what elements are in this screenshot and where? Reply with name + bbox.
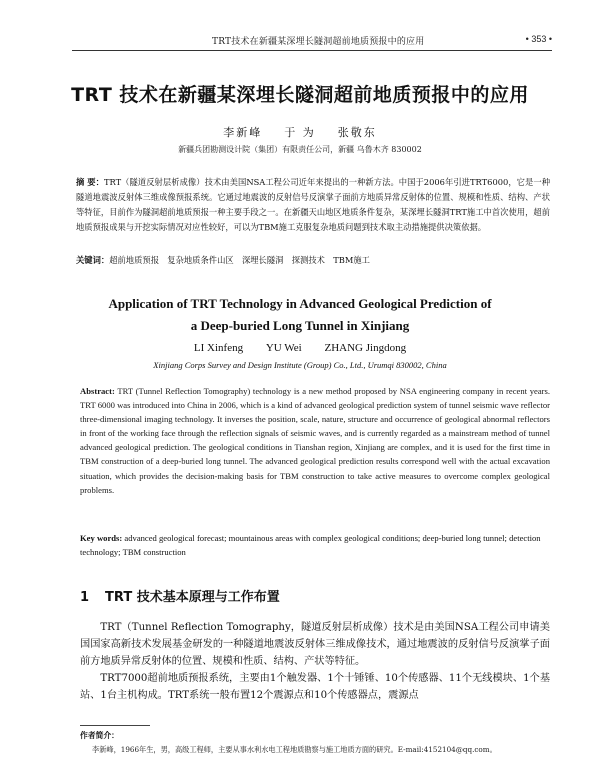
running-header: [72, 34, 552, 48]
english-abstract: [80, 384, 550, 497]
abstract-label: 摘 要：: [76, 177, 104, 187]
en-author-1: LI Xinfeng: [193, 342, 244, 354]
en-keywords-text: advanced geological forecast; mountainous areas with complex geological conditions; deep-buried long tunnel; detection technology; TBM construction: [80, 533, 541, 557]
footnote-label: 作者简介：: [80, 731, 119, 740]
section-number: 1: [80, 590, 90, 605]
en-author-3: ZHANG Jingdong: [324, 342, 407, 354]
header-rule: [72, 50, 552, 51]
english-authors: [0, 342, 600, 354]
en-abstract-text: TRT (Tunnel Reflection Tomography) technology is a new method proposed by NSA engineering company in recent years. TRT 6000 was introduced into China in 2006, which is a kind of advanced geological prediction system of tunnel seismic wave reflector three-dimensional imaging technology. It inverses the position, scale, nature, structure and occurrence of geological abnormal reflectors in front of the working face through the reflection signals of seismic waves, and is currently regarded as a mainstream method of tunnel advanced geological prediction. The geological conditions in Tianshan region, Xinjiang are complex, and it is used for the first time in TBM construction of a deep-buried long tunnel. The advanced geological prediction results correspond well with the actual excavation situation, which provides the decision-making basis for TBM construction to take active measures to overcome complex geological problems.: [80, 386, 550, 495]
keywords-label: 关键词：: [76, 255, 110, 265]
author-1: 李新峰: [223, 126, 263, 139]
en-abstract-label: Abstract:: [80, 386, 115, 396]
chinese-keywords: [76, 253, 550, 267]
author-3: 张敬东: [337, 126, 377, 139]
footnote-text: 李新峰，1966年生，男，高级工程师，主要从事水利水电工程地质勘察与施工地质方面的研究。E-mail:4152104@qq.com。: [92, 745, 497, 754]
abstract-text: TRT（隧道反射层析成像）技术由美国NSA工程公司近年来提出的一种新方法。中国于2006年引进TRT6000，它是一种隧道地震波反射体三维成像预报系统。它通过地震波的反射信号反演掌子面前方地质异常反射体的位置、规模和性质、结构、产状等特征，目前作为隧洞超前地质预报一种主要手段之一。在新疆天山地区地质条件复杂，某深埋长隧洞TRT施工中首次使用，超前地质预报成果与开挖实际情况对应性较好，可以为TBM施工克服复杂地质问题到技术取主动措施提供决策依据。: [76, 177, 550, 232]
english-title-line-1: Application of TRT Technology in Advanced Geological Prediction of: [108, 296, 492, 311]
keywords-text: 超前地质预报 复杂地质条件山区 深埋长隧洞 探测技术 TBM施工: [109, 255, 370, 265]
chinese-title: TRT 技术在新疆某深埋长隧洞超前地质预报中的应用: [71, 84, 529, 106]
en-author-2: YU Wei: [265, 342, 302, 354]
en-keywords-label: Key words:: [80, 533, 123, 543]
chinese-authors: [0, 124, 600, 140]
section-title: TRT 技术基本原理与工作布置: [105, 590, 280, 605]
section-heading: [80, 586, 280, 605]
english-title: [0, 293, 600, 337]
chinese-affiliation: 新疆兵团勘测设计院（集团）有限责任公司，新疆 乌鲁木齐 830002: [178, 145, 422, 154]
author-2: 于 为: [284, 126, 316, 139]
english-keywords: [80, 531, 550, 559]
english-affiliation: Xinjiang Corps Survey and Design Institute (Group) Co., Ltd., Urumqi 830002, China: [153, 360, 447, 370]
page-number: • 353 •: [525, 34, 552, 44]
running-title: TRT技术在新疆某深埋长隧洞超前地质预报中的应用: [212, 37, 425, 47]
section-body: [80, 619, 550, 704]
english-title-line-2: a Deep-buried Long Tunnel in Xinjiang: [190, 318, 410, 333]
footnote-rule: [80, 725, 150, 726]
paragraph-1: TRT（Tunnel Reflection Tomography，隧道反射层析成像）技术是由美国NSA工程公司申请美国国家高新技术发展基金研发的一种隧道地震波反射体三维成像技术，通过地震波的反射信号反演掌子面前方地质异常反射体的位置、规模和性质、结构、产状等特征。: [80, 622, 550, 667]
chinese-abstract: [76, 175, 550, 235]
paragraph-2: TRT7000超前地质预报系统，主要由1个触发器、1个十锤锤、10个传感器、11个无线模块、1个基站、1台主机构成。TRT系统一般布置12个震源点和10个传感器点，震源点: [80, 673, 550, 701]
